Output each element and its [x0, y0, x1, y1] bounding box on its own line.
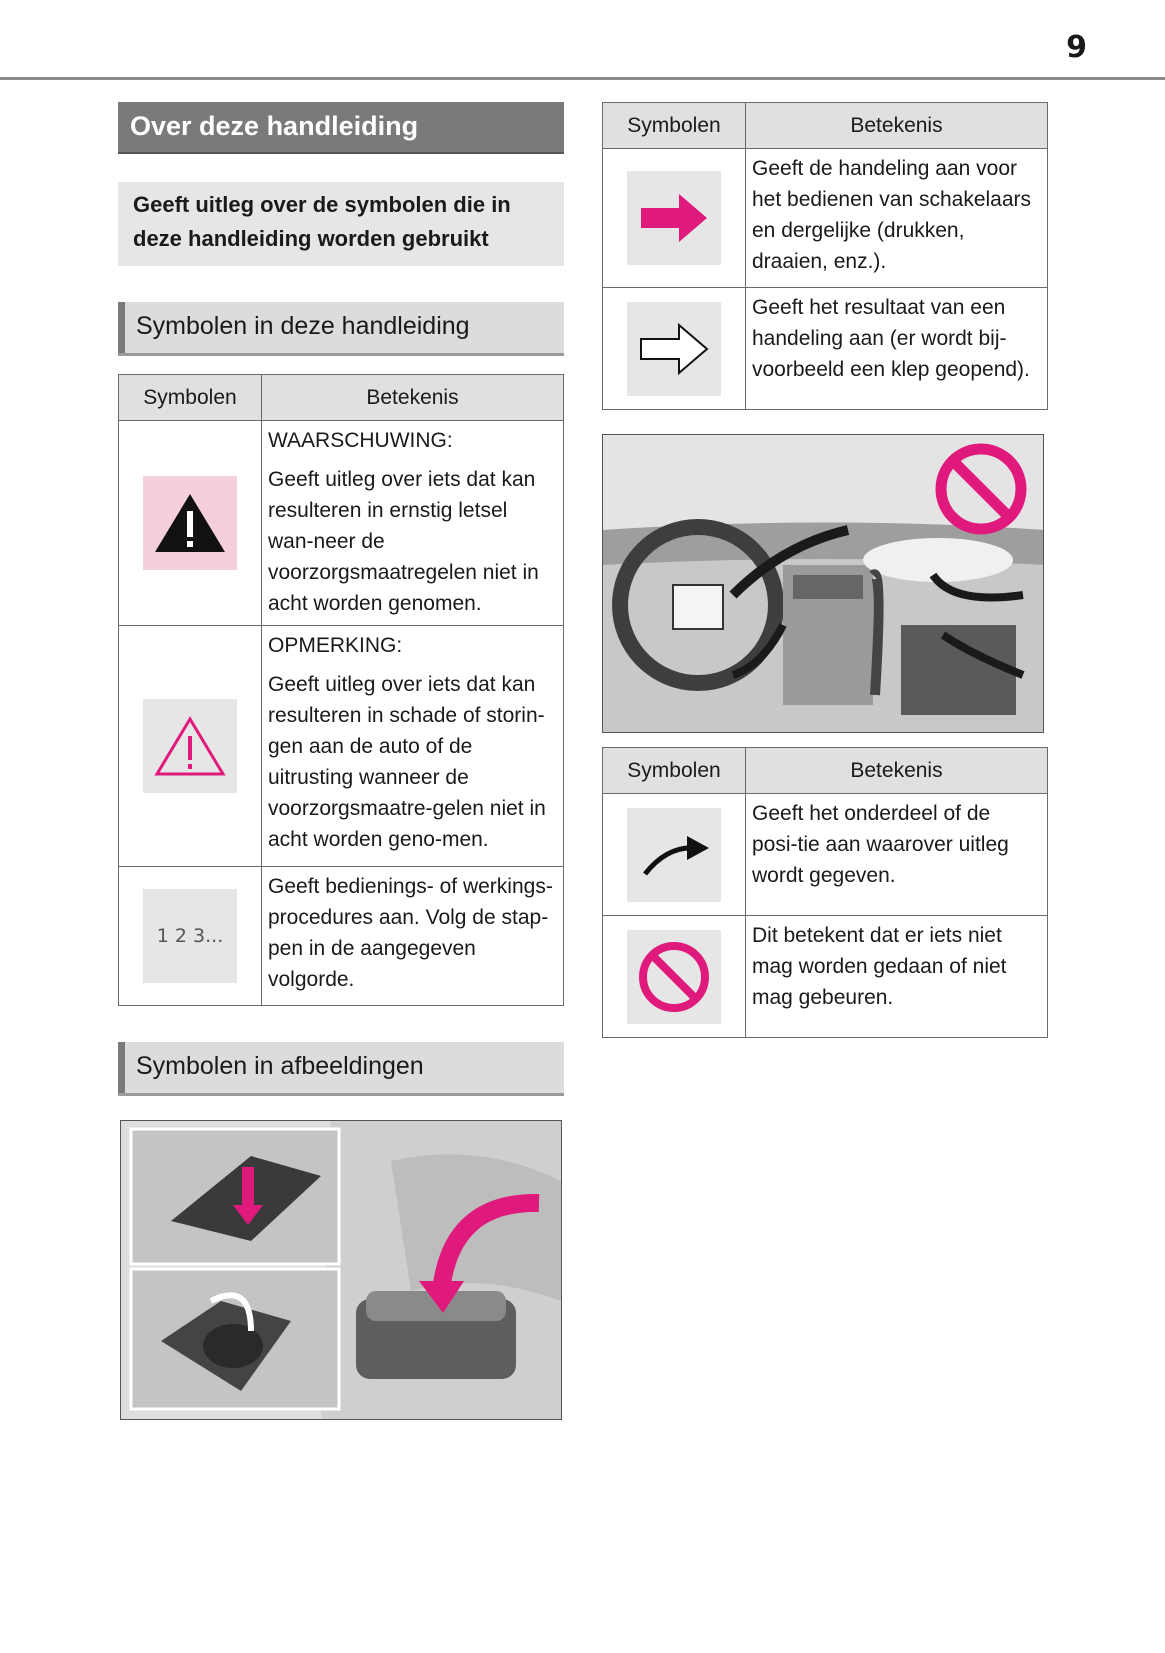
steps-icon-label: 1 2 3...: [156, 924, 224, 947]
intro-box: Geeft uitleg over de symbolen die in deze handleiding worden gebruikt: [118, 182, 564, 266]
section-title: Over deze handleiding: [118, 102, 564, 154]
column-header-symbols: Symbolen: [603, 103, 746, 149]
symbols-table-actions: [602, 102, 1048, 410]
left-column: [118, 102, 564, 1420]
prohibition-icon: [627, 930, 721, 1024]
symbols-table-manual: [118, 374, 564, 1006]
right-column: [602, 102, 1048, 1038]
table-row: [603, 794, 1048, 916]
dashboard-illustration: [602, 434, 1044, 733]
notice-text: Geeft uitleg over iets dat kan resulteren in schade of storin-gen aan de auto of de uitrusting wanneer de voorzorgsmaatre-gelen niet in acht worden geno-men.: [268, 673, 546, 851]
table-row: [119, 626, 564, 867]
page-number: 9: [1066, 30, 1087, 65]
table-row: [603, 149, 1048, 288]
prohibition-text: Dit betekent dat er iets niet mag worden gedaan of niet mag gebeuren.: [752, 924, 1007, 1009]
table-row: [119, 867, 564, 1006]
result-text: Geeft het resultaat van een handeling aan (er wordt bij-voorbeeld een klep geopend).: [752, 296, 1030, 381]
warning-text: Geeft uitleg over iets dat kan resulteren in ernstig letsel wan-neer de voorzorgsmaatregelen niet in acht worden genomen.: [268, 468, 539, 615]
armrest-illustration: [120, 1120, 562, 1420]
warning-heading: WAARSCHUWING:: [268, 429, 453, 452]
pointer-arrow-icon: [627, 808, 721, 902]
table-row: [119, 421, 564, 626]
column-header-symbols: Symbolen: [119, 375, 262, 421]
notice-heading: OPMERKING:: [268, 634, 403, 657]
notice-triangle-icon: [143, 699, 237, 793]
warning-triangle-icon: [143, 476, 237, 570]
subsection-title-illustration-symbols: Symbolen in afbeeldingen: [118, 1042, 564, 1096]
header-rule: [0, 77, 1165, 80]
pointer-text: Geeft het onderdeel of de posi-tie aan waarover uitleg wordt gegeven.: [752, 802, 1009, 887]
symbols-table-illustrations: [602, 747, 1048, 1038]
action-arrow-icon: [627, 171, 721, 265]
steps-icon: [143, 889, 237, 983]
table-row: [603, 916, 1048, 1038]
action-text: Geeft de handeling aan voor het bedienen van schakelaars en dergelijke (drukken, draaien, enz.).: [752, 157, 1032, 273]
column-header-meaning: Betekenis: [746, 103, 1048, 149]
table-row: [603, 288, 1048, 410]
result-arrow-icon: [627, 302, 721, 396]
column-header-meaning: Betekenis: [746, 748, 1048, 794]
column-header-symbols: Symbolen: [603, 748, 746, 794]
column-header-meaning: Betekenis: [262, 375, 564, 421]
steps-text: Geeft bedienings- of werkings-procedures aan. Volg de stap-pen in de aangegeven volgorde.: [268, 875, 553, 991]
subsection-title-manual-symbols: Symbolen in deze handleiding: [118, 302, 564, 356]
